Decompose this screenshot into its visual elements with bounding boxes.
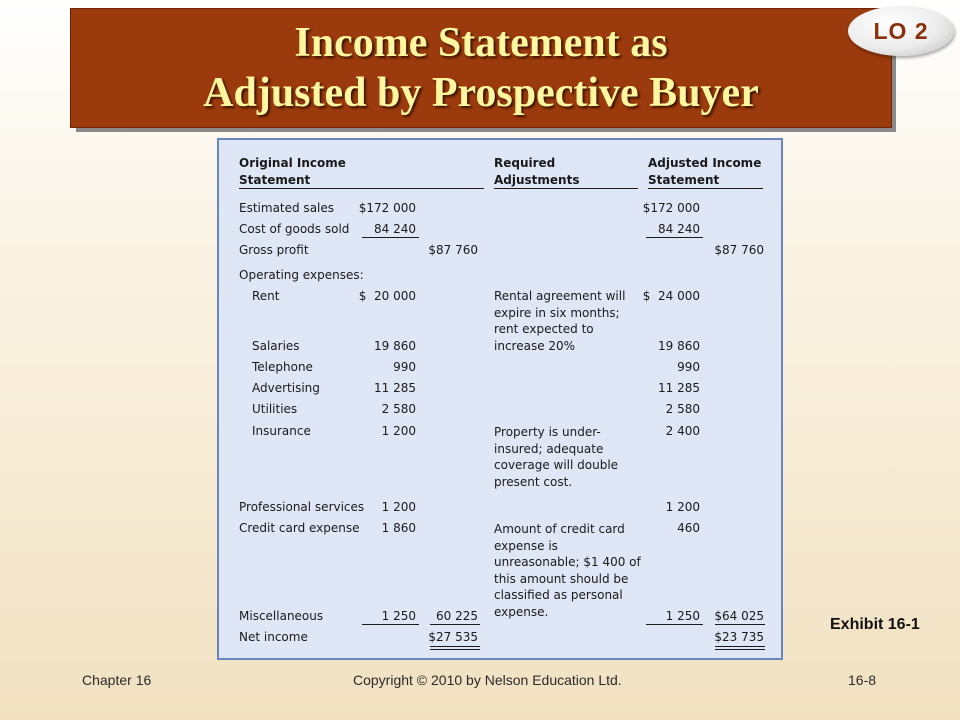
orig-amount: 1 860: [381, 521, 416, 535]
orig-amount: 990: [393, 360, 416, 374]
orig-amount: 1 250: [381, 609, 416, 623]
adj-amount: 2 400: [665, 424, 700, 438]
adj-total: $64 025: [714, 609, 764, 623]
header-rule-adjusted: [648, 188, 763, 189]
lo-badge-text: LO 2: [873, 17, 929, 44]
row-label: Net income: [239, 630, 308, 644]
row-label: Rent: [252, 289, 280, 303]
orig-amount: 1 200: [381, 424, 416, 438]
row-label: Cost of goods sold: [239, 222, 350, 236]
header-adjusted-2: Statement: [648, 173, 720, 187]
total-double-rule: [715, 646, 765, 647]
header-rule-adjustments: [494, 188, 638, 189]
total-double-rule: [430, 649, 480, 650]
adj-amount: 990: [677, 360, 700, 374]
header-adjusted-1: Adjusted Income: [648, 156, 762, 170]
orig-total: $27 535: [428, 630, 478, 644]
header-adjustments-2: Adjustments: [494, 173, 580, 187]
adj-amount: $ 24 000: [642, 289, 700, 303]
header-original-2: Statement: [239, 173, 311, 187]
footer-page-number: 16-8: [848, 672, 877, 688]
orig-amount: 19 860: [374, 339, 416, 353]
row-label: Telephone: [252, 360, 313, 374]
header-original-1: Original Income: [239, 156, 346, 170]
exhibit-label: Exhibit 16-1: [830, 616, 920, 633]
header-rule-original: [239, 188, 484, 189]
header-adjustments-1: Required: [494, 156, 556, 170]
adj-amount: 2 580: [665, 402, 700, 416]
row-label: Estimated sales: [239, 201, 335, 215]
row-label: Credit card expense: [239, 521, 360, 535]
adjustment-note: Rental agreement will expire in six months; rent expected to increase 20%: [494, 289, 626, 353]
subtotal-rule: [430, 624, 480, 625]
row-label: Insurance: [252, 424, 311, 438]
total-double-rule: [715, 649, 765, 650]
row-label: Utilities: [252, 402, 298, 416]
orig-amount: 1 200: [381, 500, 416, 514]
row-label: Salaries: [252, 339, 300, 353]
adj-amount: 84 240: [658, 222, 700, 236]
orig-amount: 84 240: [374, 222, 416, 236]
subtotal-rule: [646, 237, 703, 238]
slide-title: [70, 8, 892, 128]
orig-amount: 2 580: [381, 402, 416, 416]
orig-total: 60 225: [436, 609, 478, 623]
adjustment-note: Amount of credit card expense is unreasonable; $1 400 of this amount should be classified as personal expense.: [494, 522, 641, 619]
footer-copyright: Copyright © 2010 by Nelson Education Ltd.: [353, 672, 622, 688]
adj-total: $87 760: [714, 243, 764, 257]
footer-chapter: Chapter 16: [82, 672, 152, 688]
adj-amount: 11 285: [658, 381, 700, 395]
subtotal-rule: [715, 624, 765, 625]
orig-amount: $ 20 000: [358, 289, 416, 303]
title-line-1: Income Statement as: [294, 20, 668, 66]
adj-amount: 1 250: [665, 609, 700, 623]
adjustment-note: Property is under-insured; adequate coverage will double present cost.: [494, 425, 619, 489]
adj-amount: $172 000: [642, 201, 700, 215]
row-label: Gross profit: [239, 243, 309, 257]
row-label: Advertising: [252, 381, 320, 395]
row-label: Operating expenses:: [239, 268, 364, 282]
title-line-2: Adjusted by Prospective Buyer: [203, 70, 759, 116]
orig-amount: $172 000: [358, 201, 416, 215]
adj-amount: 460: [677, 521, 700, 535]
subtotal-rule: [362, 624, 419, 625]
total-double-rule: [430, 646, 480, 647]
subtotal-rule: [362, 237, 419, 238]
subtotal-rule: [646, 624, 703, 625]
adj-amount: 1 200: [665, 500, 700, 514]
orig-total: $87 760: [428, 243, 478, 257]
learning-objective-badge: [848, 6, 954, 56]
orig-amount: 11 285: [374, 381, 416, 395]
row-label: Miscellaneous: [239, 609, 324, 623]
adj-amount: 19 860: [658, 339, 700, 353]
adj-total: $23 735: [714, 630, 764, 644]
income-statement-exhibit: [217, 138, 783, 660]
row-label: Professional services: [239, 500, 365, 514]
